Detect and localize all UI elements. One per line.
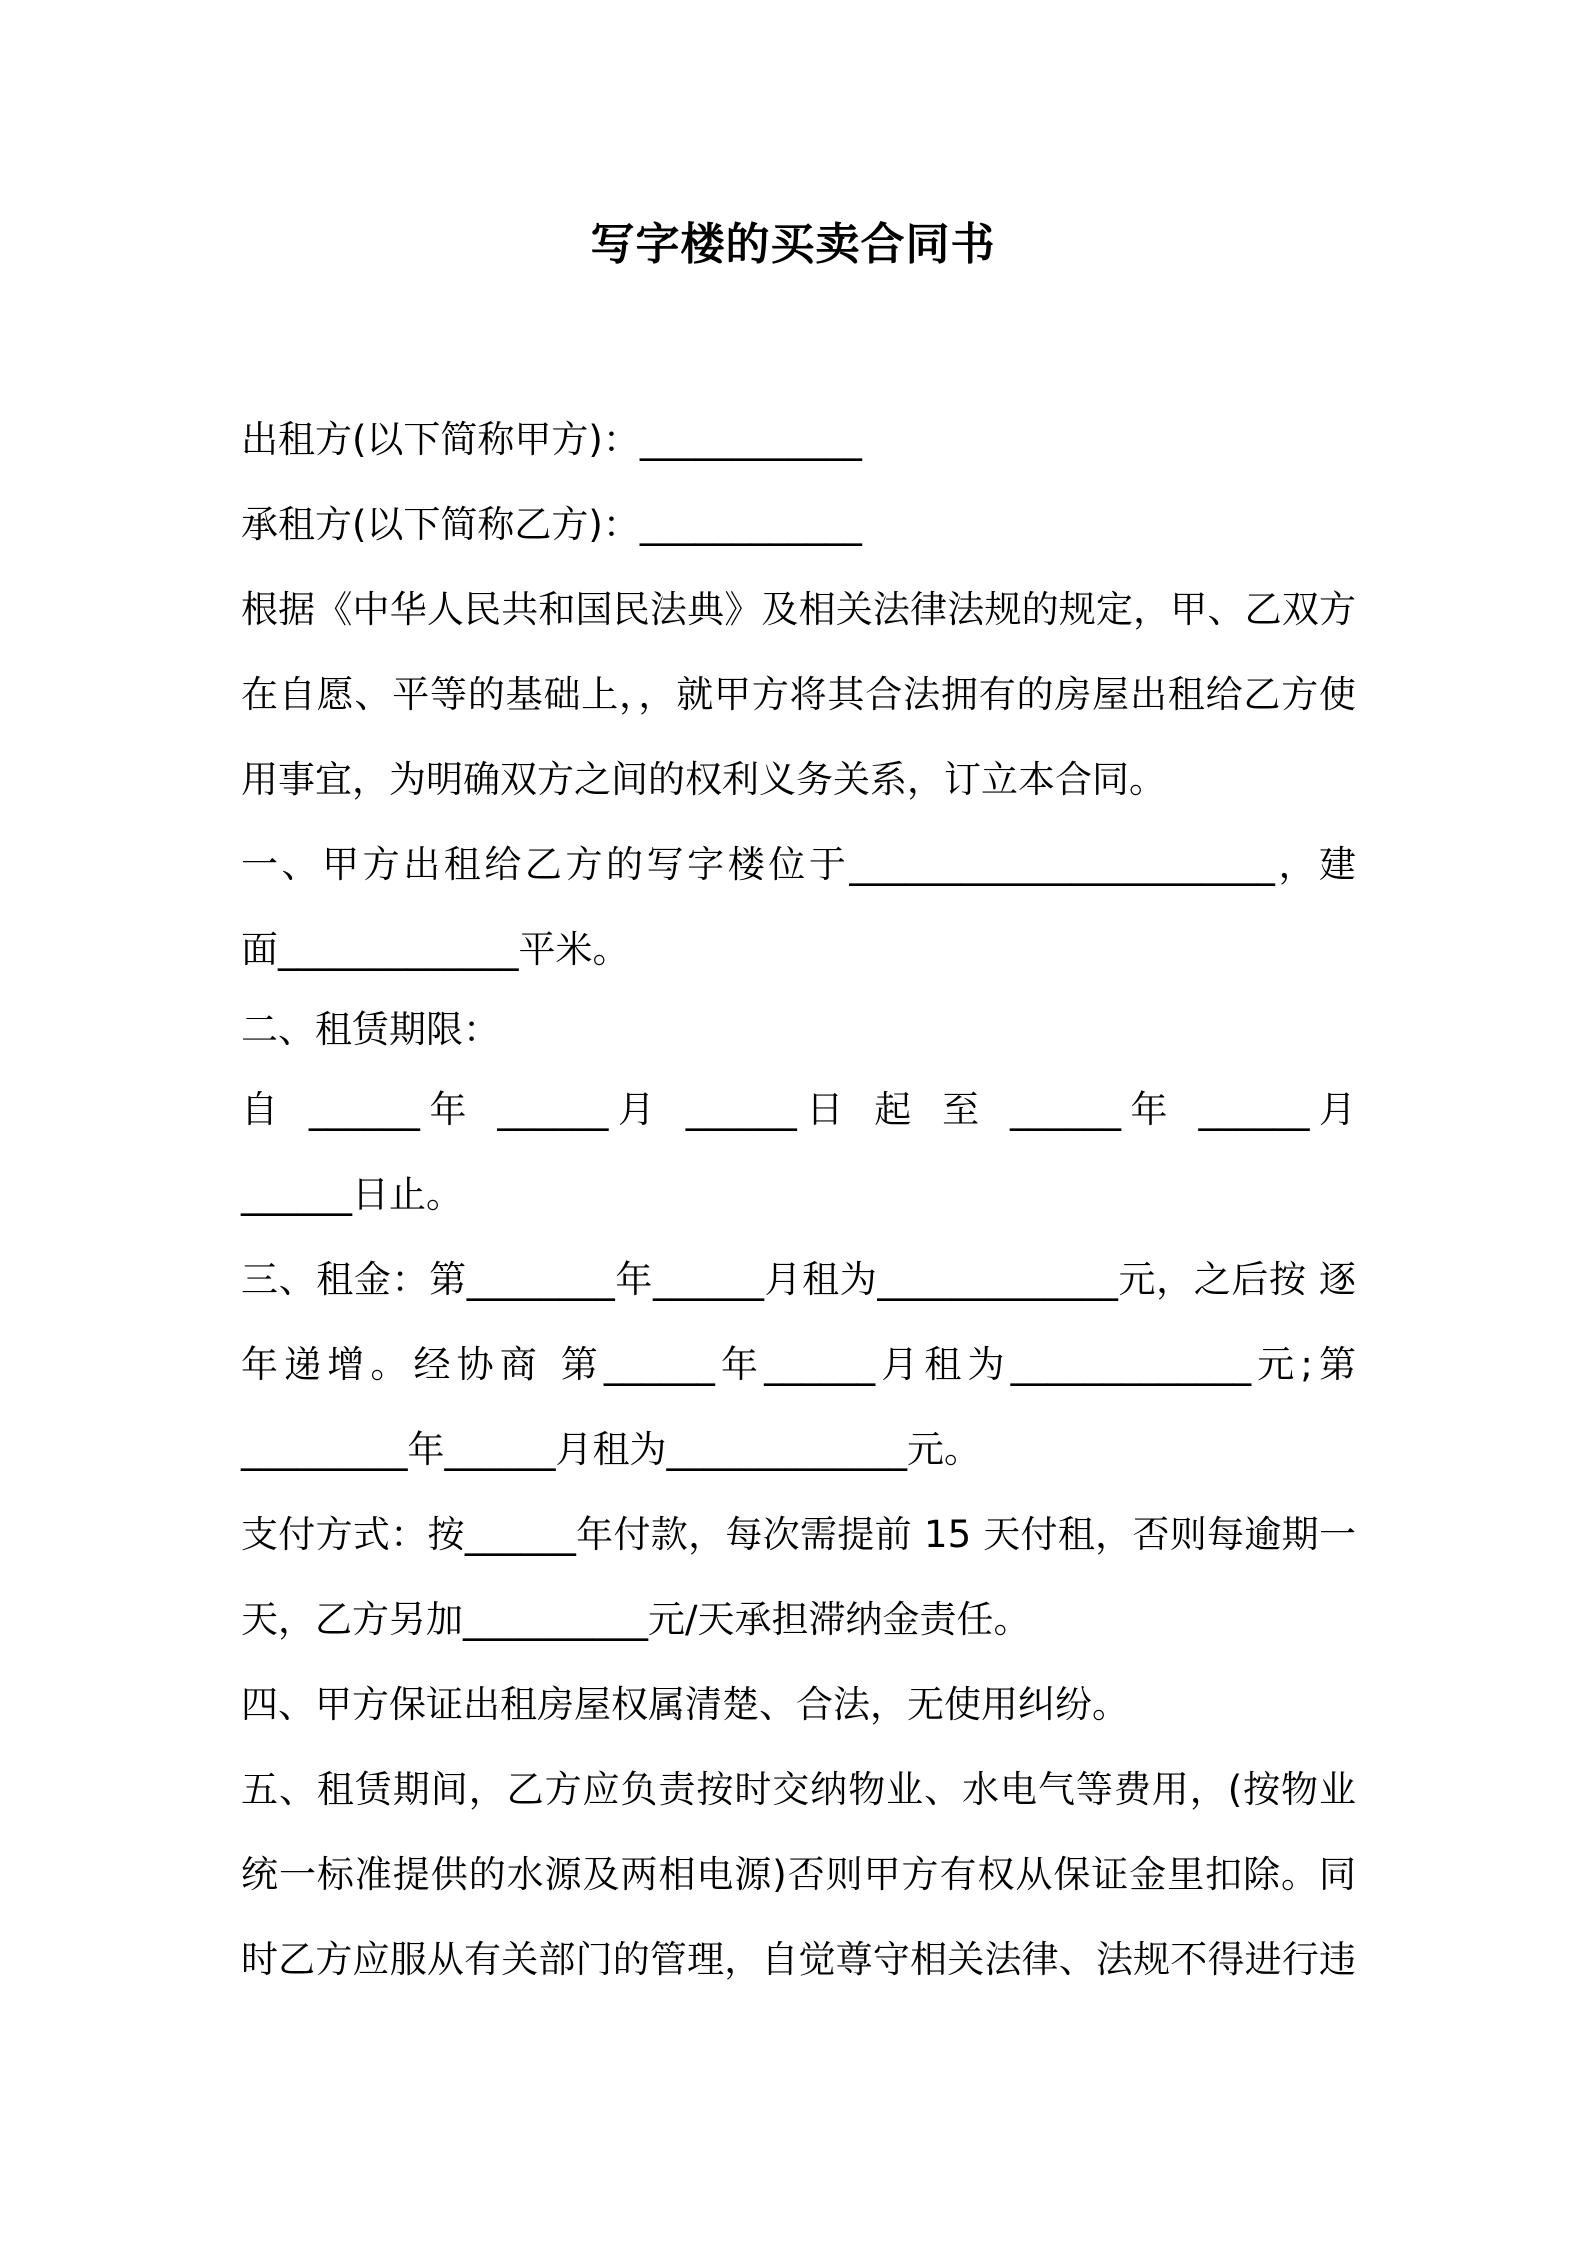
clause-5-line-3: 时乙方应服从有关部门的管理，自觉尊守相关法律、法规不得进行违 [241, 1938, 1356, 1981]
clause-5-line-1: 五、租赁期间，乙方应负责按时交纳物业、水电气等费用，(按物业 [241, 1768, 1356, 1811]
payment-line-2: 天，乙方另加__________元/天承担滞纳金责任。 [241, 1598, 1031, 1641]
clause-1-line-1: 一、甲方出租给乙方的写字楼位于_______________________，建 [241, 843, 1356, 886]
clause-3-line-2: 年递增。经协商 第______年______月租为_____________元;第 [241, 1343, 1356, 1386]
clause-2-heading: 二、租赁期限： [241, 1008, 500, 1051]
lessee-line: 承租方(以下简称乙方)：____________ [241, 503, 862, 546]
preamble-line-1: 根据《中华人民共和国民法典》及相关法律法规的规定，甲、乙双方 [241, 588, 1356, 631]
clause-5-line-2: 统一标准提供的水源及两相电源)否则甲方有权从保证金里扣除。同 [241, 1853, 1356, 1896]
clause-4-line: 四、甲方保证出租房屋权属清楚、合法，无使用纠纷。 [241, 1683, 1129, 1726]
clause-2-line-1: 自 ______年 ______月 ______日 起 至 ______年 ______月 [241, 1088, 1356, 1131]
clause-3-line-3: _________年______月租为_____________元。 [241, 1428, 981, 1471]
clause-1-line-2: 面_____________平米。 [241, 928, 630, 971]
preamble-line-2: 在自愿、平等的基础上，，就甲方将其合法拥有的房屋出租给乙方使 [241, 673, 1356, 716]
document-title: 写字楼的买卖合同书 [590, 219, 996, 270]
payment-line-1: 支付方式：按______年付款，每次需提前 15 天付租，否则每逾期一 [241, 1513, 1356, 1556]
preamble-line-3: 用事宜，为明确双方之间的权利义务关系，订立本合同。 [241, 758, 1166, 801]
clause-2-line-2: ______日止。 [241, 1173, 463, 1216]
lessor-line: 出租方(以下简称甲方)：____________ [241, 418, 862, 461]
clause-3-line-1: 三、租金：第________年______月租为_____________元，之后按 逐 [241, 1258, 1356, 1301]
